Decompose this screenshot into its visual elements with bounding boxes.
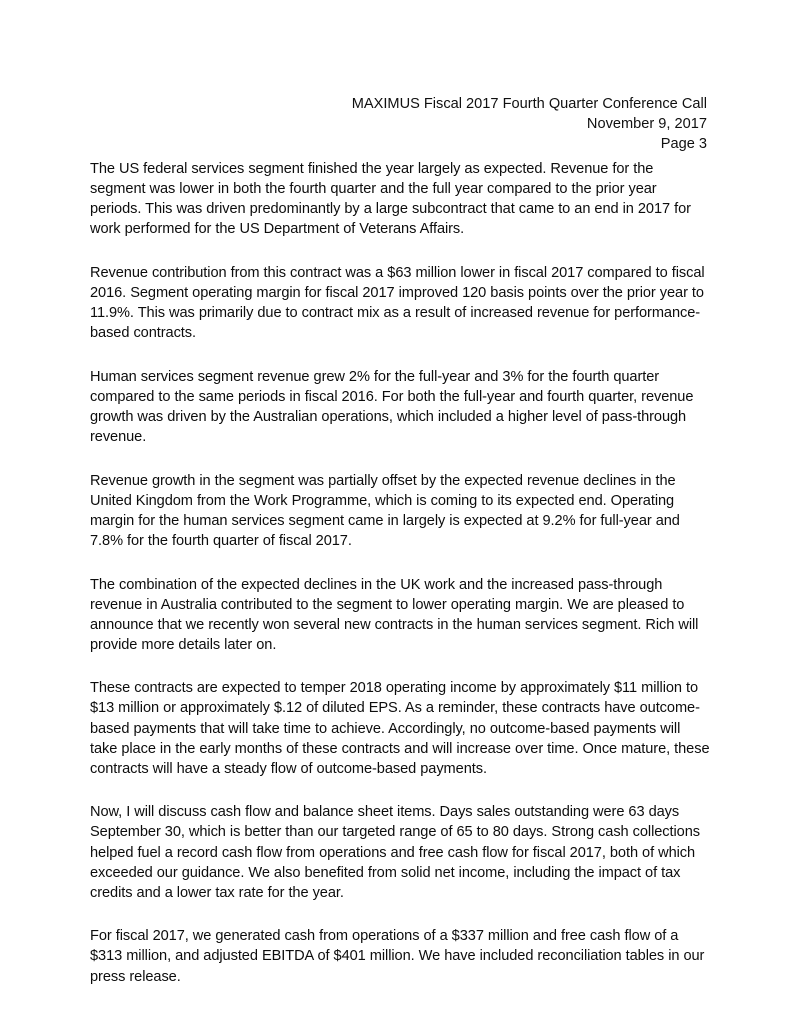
document-body	[90, 159, 710, 987]
paragraph: For fiscal 2017, we generated cash from operations of a $337 million and free cash flow of a $313 million, and adjusted EBITDA of $401 million. We have included reconciliation tables in our press release.	[90, 928, 705, 985]
paragraph: Revenue growth in the segment was partially offset by the expected revenue declines in the United Kingdom from the Work Programme, which is coming to its expected end. Operating margin for the human services segment came in largely is expected at 9.2% for full-year and 7.8% for the fourth quarter of fiscal 2017.	[90, 472, 680, 549]
paragraph: Now, I will discuss cash flow and balance sheet items. Days sales outstanding were 63 days September 30, which is better than our targeted range of 65 to 80 days. Strong cash collections helped fuel a record cash flow from operations and free cash flow for fiscal 2017, both of which exceeded our guidance. We also benefited from solid net income, including the impact of tax credits and a lower tax rate for the year.	[90, 804, 700, 901]
header-page-number: Page 3	[660, 136, 707, 152]
paragraph: Revenue contribution from this contract was a $63 million lower in fiscal 2017 compared to fiscal 2016. Segment operating margin for fiscal 2017 improved 120 basis points over the prior year to 11.9%. This was primarily due to contract mix as a result of increased revenue for performance-based contracts.	[90, 264, 705, 342]
paragraph: These contracts are expected to temper 2018 operating income by approximately $11 million to $13 million or approximately $.12 of diluted EPS. As a reminder, these contracts have outcome-based payments that will take time to achieve. Accordingly, no outcome-based payments will take place in the early months of these contracts and will increase over time. Once mature, these contracts will have a steady flow of outcome-based payments.	[90, 680, 710, 777]
paragraph: The US federal services segment finished the year largely as expected. Revenue for the segment was lower in both the fourth quarter and the full year compared to the prior year periods. This was driven predominantly by a large subcontract that came to an end in 2017 for work performed for the US Department of Veterans Affairs.	[90, 161, 691, 238]
header-date-line: November 9, 2017	[586, 116, 707, 132]
paragraph: The combination of the expected declines in the UK work and the increased pass-through revenue in Australia contributed to the segment to lower operating margin. We are pleased to announce that we recently won several new contracts in the human services segment. Rich will provide more details later on.	[90, 576, 699, 653]
header-title-line: MAXIMUS Fiscal 2017 Fourth Quarter Conference Call	[351, 96, 707, 112]
paragraph: Human services segment revenue grew 2% for the full-year and 3% for the fourth quarter compared to the same periods in fiscal 2016. For both the full-year and fourth quarter, revenue growth was driven by the Australian operations, which included a higher level of pass-through revenue.	[90, 368, 694, 446]
page-header	[90, 94, 707, 154]
